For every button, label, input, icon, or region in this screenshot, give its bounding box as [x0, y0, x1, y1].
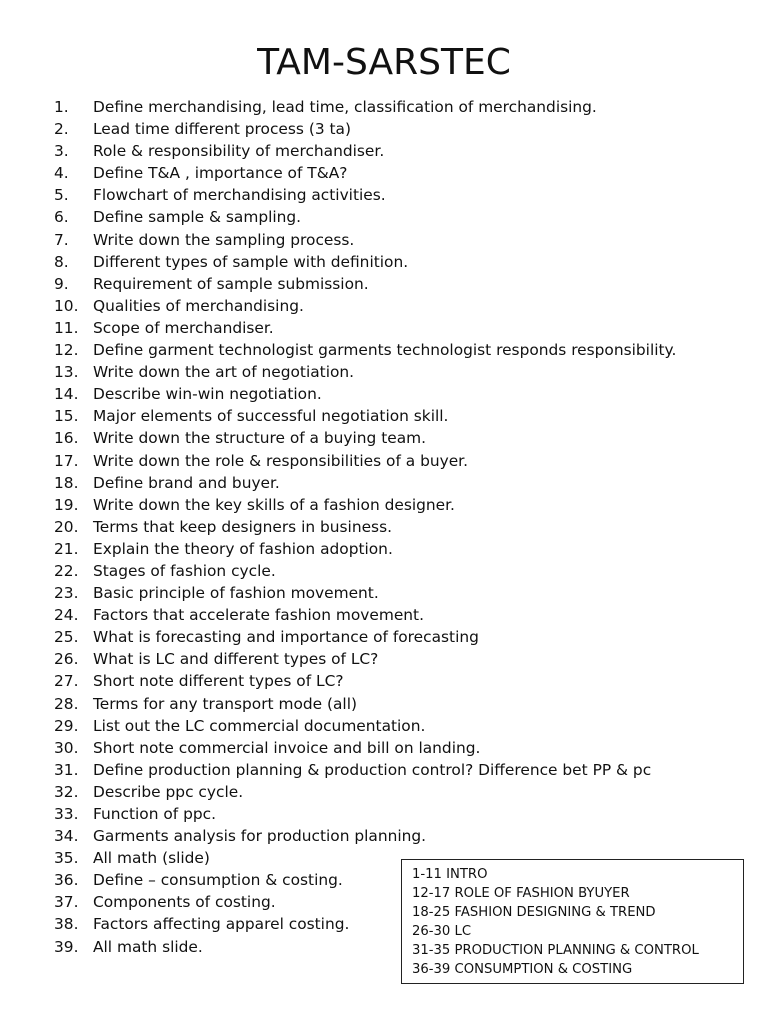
question-text: Different types of sample with definition.	[93, 252, 409, 271]
question-text: List out the LC commercial documentation.	[93, 716, 426, 735]
question-number: 17.	[54, 451, 79, 470]
question-number: 18.	[54, 473, 79, 492]
question-number: 24.	[54, 606, 79, 625]
question-text: Define – consumption & costing.	[93, 871, 343, 890]
question-number: 22.	[54, 561, 79, 580]
question-text: Function of ppc.	[93, 805, 216, 823]
legend-line: 12-17 ROLE OF FASHION BYUYER	[412, 886, 630, 901]
question-item	[54, 781, 754, 803]
question-text: All math slide.	[93, 937, 203, 956]
question-text: Define production planning & production control? Difference bet PP & pc	[93, 760, 652, 779]
question-number: 38.	[54, 915, 79, 934]
legend-line: 1-11 INTRO	[412, 867, 488, 882]
question-item	[54, 560, 754, 582]
question-text: All math (slide)	[93, 849, 210, 868]
question-item	[54, 162, 754, 184]
question-item	[54, 450, 754, 472]
question-item	[54, 626, 754, 648]
question-text: Write down the key skills of a fashion designer.	[93, 495, 455, 514]
question-text: What is forecasting and importance of forecasting	[93, 628, 479, 647]
question-number: 26.	[54, 650, 79, 669]
question-list	[54, 96, 754, 958]
question-text: Scope of merchandiser.	[93, 318, 274, 337]
question-text: Requirement of sample submission.	[93, 274, 369, 293]
question-text: Define sample & sampling.	[93, 208, 302, 227]
question-item	[54, 494, 754, 516]
question-item	[54, 472, 754, 494]
question-number: 12.	[54, 341, 79, 360]
question-item	[54, 737, 754, 759]
question-text: Define merchandising, lead time, classification of merchandising.	[93, 98, 597, 116]
question-number: 25.	[54, 628, 79, 647]
question-item	[54, 140, 754, 162]
question-number: 11.	[54, 318, 79, 337]
question-text: What is LC and different types of LC?	[93, 650, 379, 669]
question-text: Garments analysis for production planning.	[93, 827, 427, 846]
question-item	[54, 361, 754, 383]
question-number: 19.	[54, 495, 79, 514]
legend-line: 31-35 PRODUCTION PLANNING & CONTROL	[412, 943, 699, 958]
question-item	[54, 715, 754, 737]
question-item	[54, 405, 754, 427]
question-text: Basic principle of fashion movement.	[93, 584, 379, 603]
question-number: 33.	[54, 805, 79, 823]
question-number: 8.	[54, 252, 69, 271]
question-text: Write down the sampling process.	[93, 230, 355, 249]
question-item	[54, 317, 754, 339]
question-text: Qualities of merchandising.	[93, 296, 304, 315]
question-text: Role & responsibility of merchandiser.	[93, 142, 385, 161]
question-number: 32.	[54, 782, 79, 801]
question-text: Describe win-win negotiation.	[93, 385, 322, 404]
question-number: 9.	[54, 274, 69, 293]
question-item	[54, 582, 754, 604]
question-text: Major elements of successful negotiation skill.	[93, 407, 449, 426]
question-number: 6.	[54, 208, 69, 227]
question-number: 20.	[54, 517, 79, 536]
question-item	[54, 118, 754, 140]
question-item	[54, 229, 754, 251]
question-text: Lead time different process (3 ta)	[93, 120, 351, 139]
question-item	[54, 251, 754, 273]
question-text: Write down the role & responsibilities of a buyer.	[93, 451, 468, 470]
question-number: 28.	[54, 694, 79, 713]
question-number: 15.	[54, 407, 79, 426]
question-number: 30.	[54, 738, 79, 757]
question-item	[54, 383, 754, 405]
question-text: Factors affecting apparel costing.	[93, 915, 350, 934]
question-number: 21.	[54, 539, 79, 558]
question-text: Define T&A , importance of T&A?	[93, 164, 348, 183]
question-text: Describe ppc cycle.	[93, 782, 244, 801]
question-number: 10.	[54, 296, 79, 315]
question-number: 36.	[54, 871, 79, 890]
question-number: 14.	[54, 385, 79, 404]
question-number: 3.	[54, 142, 69, 161]
question-item	[54, 648, 754, 670]
question-text: Factors that accelerate fashion movement.	[93, 606, 424, 625]
question-item	[54, 693, 754, 715]
question-number: 29.	[54, 716, 79, 735]
question-text: Define garment technologist garments technologist responds responsibility.	[93, 341, 677, 360]
question-text: Flowchart of merchandising activities.	[93, 186, 386, 205]
question-number: 5.	[54, 186, 69, 205]
question-text: Short note different types of LC?	[93, 672, 344, 691]
question-text: Components of costing.	[93, 893, 276, 912]
question-text: Write down the structure of a buying team.	[93, 429, 427, 448]
legend-line: 36-39 CONSUMPTION & COSTING	[412, 962, 633, 977]
question-text: Write down the art of negotiation.	[93, 363, 355, 382]
question-number: 2.	[54, 120, 69, 139]
question-number: 16.	[54, 429, 79, 448]
page-title: TAM-SARSTEC	[257, 42, 511, 83]
question-item	[54, 604, 754, 626]
question-item	[54, 339, 754, 361]
question-number: 35.	[54, 849, 79, 868]
question-item	[54, 516, 754, 538]
question-text: Explain the theory of fashion adoption.	[93, 539, 393, 558]
question-number: 34.	[54, 827, 79, 846]
question-number: 4.	[54, 164, 69, 183]
topic-legend-box	[401, 859, 744, 984]
question-item	[54, 670, 754, 692]
question-text: Short note commercial invoice and bill on landing.	[93, 738, 481, 757]
question-item	[54, 825, 754, 847]
question-text: Stages of fashion cycle.	[93, 561, 276, 580]
question-number: 13.	[54, 363, 79, 382]
question-number: 31.	[54, 760, 79, 779]
question-item	[54, 803, 754, 825]
question-item	[54, 273, 754, 295]
question-text: Terms for any transport mode (all)	[93, 694, 357, 713]
question-text: Terms that keep designers in business.	[93, 517, 392, 536]
question-number: 7.	[54, 230, 69, 249]
question-number: 1.	[54, 98, 69, 116]
legend-line: 18-25 FASHION DESIGNING & TREND	[412, 905, 656, 920]
question-item	[54, 759, 754, 781]
question-number: 27.	[54, 672, 79, 691]
question-item	[54, 538, 754, 560]
question-item	[54, 184, 754, 206]
question-number: 37.	[54, 893, 79, 912]
question-text: Define brand and buyer.	[93, 473, 280, 492]
question-number: 23.	[54, 584, 79, 603]
legend-line: 26-30 LC	[412, 924, 472, 939]
question-item	[54, 427, 754, 449]
question-item	[54, 295, 754, 317]
question-item	[54, 206, 754, 228]
question-number: 39.	[54, 937, 79, 956]
question-item	[54, 96, 754, 118]
